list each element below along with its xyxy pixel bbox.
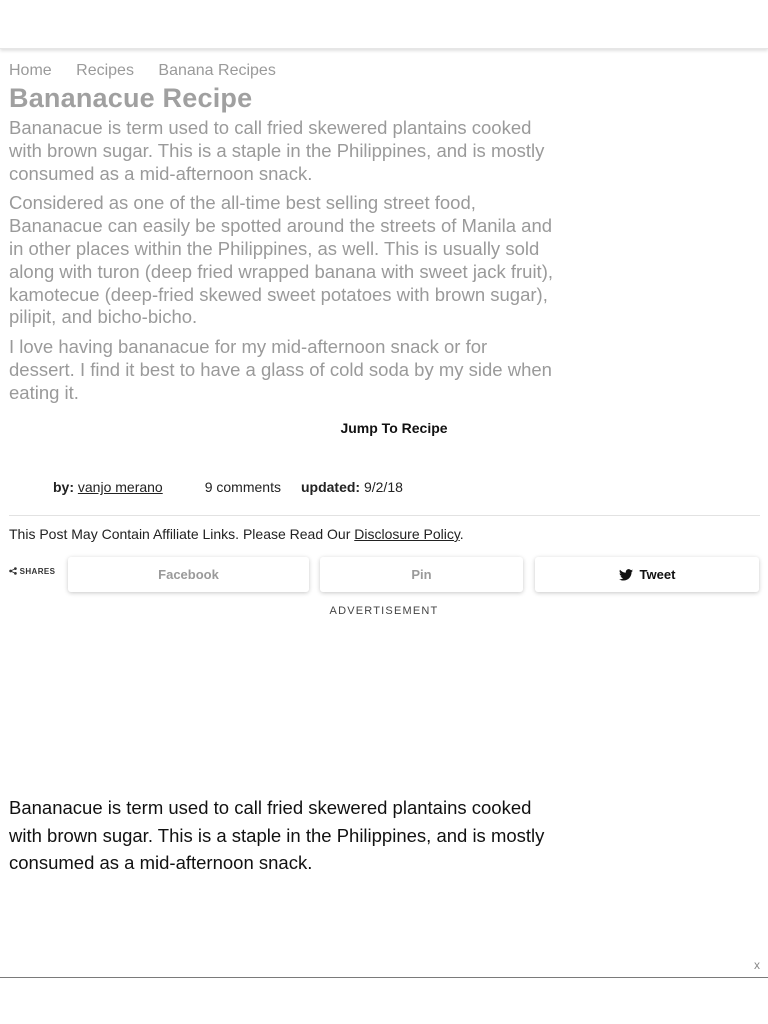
author-link[interactable]: vanjo merano: [77, 479, 163, 495]
intro-paragraph-2: Considered as one of the all-time best selling street food, Bananacue can easily be spotted around the streets of Manila and in other places within the Philippines, as well. This is usually sold along with turon (deep fried wrapped banana with sweet jack fruit), kamotecue (deep-fried skewed sweet potatoes with brown sugar), pilipit, and bicho-bicho.: [9, 192, 553, 328]
body-paragraph: Bananacue is term used to call fried skewered plantains cooked with brown sugar. This is a staple in the Philippines, and is mostly consumed as a mid-afternoon snack.: [9, 797, 545, 874]
comments-link[interactable]: 9 comments: [204, 479, 281, 495]
jump-to-recipe-button[interactable]: Jump To Recipe: [340, 420, 448, 436]
intro-paragraph-1: Bananacue is term used to call fried skewered plantains cooked with brown sugar. This is a staple in the Philippines, and is mostly consumed as a mid-afternoon snack.: [9, 117, 545, 184]
shares-counter: [9, 567, 55, 576]
pinterest-pin-button[interactable]: [320, 557, 523, 592]
post-meta: [53, 479, 403, 495]
advertisement-label: ADVERTISEMENT: [329, 605, 439, 617]
affiliate-notice: [9, 526, 464, 542]
updated-label: updated:: [300, 479, 361, 495]
breadcrumb-recipes[interactable]: Recipes: [76, 62, 134, 79]
facebook-share-button[interactable]: [68, 557, 309, 592]
divider: [9, 515, 760, 516]
top-navigation-bar: [0, 0, 768, 49]
sticky-ad-border: [0, 977, 768, 978]
disclosure-policy-link[interactable]: Disclosure Policy: [354, 526, 460, 542]
share-icon: [9, 567, 17, 575]
close-ad-button[interactable]: x: [754, 958, 760, 972]
shares-label: SHARES: [19, 567, 56, 576]
intro-text: [9, 117, 557, 412]
affiliate-text: This Post May Contain Affiliate Links. Please Read Our: [9, 526, 355, 542]
tweet-button[interactable]: [535, 557, 759, 592]
author-label: by:: [53, 479, 74, 495]
breadcrumb-home[interactable]: Home: [9, 62, 52, 79]
breadcrumb-banana-recipes[interactable]: Banana Recipes: [158, 62, 276, 79]
breadcrumb: [9, 61, 296, 81]
tweet-label: Tweet: [639, 567, 676, 582]
facebook-label: Facebook: [158, 567, 219, 582]
updated-date: 9/2/18: [363, 479, 403, 495]
intro-paragraph-3: I love having bananacue for my mid-afternoon snack or for dessert. I find it best to have a glass of cold soda by my side when eating it.: [9, 336, 552, 403]
pin-label: Pin: [411, 567, 432, 582]
twitter-icon: [619, 569, 633, 581]
page-title: Bananacue Recipe: [9, 83, 253, 113]
affiliate-suffix: .: [459, 526, 464, 542]
